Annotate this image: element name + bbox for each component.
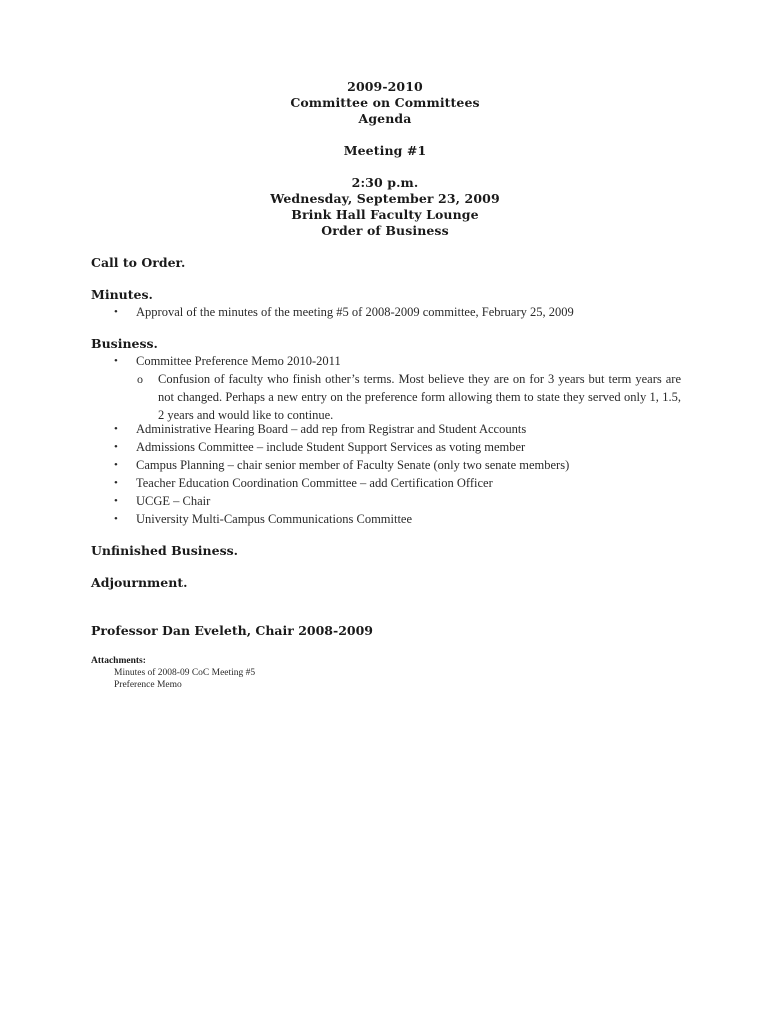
meeting-number-block (0, 143, 770, 159)
meeting-date: Wednesday, September 23, 2009 (270, 191, 500, 206)
business-item-text: Teacher Education Coordination Committee – add Certification Officer (136, 476, 493, 490)
meeting-number: Meeting #1 (343, 143, 427, 158)
bullet-icon: • (114, 423, 118, 435)
call-to-order-heading: Call to Order. (91, 255, 186, 270)
order-of-business: Order of Business (321, 223, 449, 238)
bullet-icon: • (114, 306, 118, 318)
bullet-icon: • (114, 459, 118, 471)
meeting-time: 2:30 p.m. (351, 175, 419, 190)
minutes-item-text: Approval of the minutes of the meeting #5 of 2008-2009 committee, February 25, 2009 (136, 305, 574, 319)
committee-name: Committee on Committees (290, 95, 480, 110)
bullet-icon: • (114, 477, 118, 489)
document-type: Agenda (358, 111, 412, 126)
attachment-item: Minutes of 2008-09 CoC Meeting #5 (114, 668, 256, 678)
bullet-icon: • (114, 355, 118, 367)
circle-bullet-icon: o (137, 372, 143, 386)
attachment-item: Preference Memo (114, 680, 182, 690)
business-item-text: Committee Preference Memo 2010-2011 (136, 354, 341, 368)
agenda-title-block (0, 79, 770, 127)
business-item-text: UCGE – Chair (136, 494, 211, 508)
meeting-location: Brink Hall Faculty Lounge (291, 207, 479, 222)
unfinished-business-heading: Unfinished Business. (91, 543, 238, 558)
business-item-text: Campus Planning – chair senior member of Faculty Senate (only two senate members) (136, 458, 570, 472)
bullet-icon: • (114, 441, 118, 453)
business-item-text: Admissions Committee – include Student Support Services as voting member (136, 440, 526, 454)
sub-item-text: Confusion of faculty who finish other’s terms. Most believe they are on for 3 years but term years are not changed. Perhaps a new entry on the preference form allowing them to state they served only 1, 1.5, 2 years and would like to continue. (158, 372, 681, 422)
business-item-text: Administrative Hearing Board – add rep from Registrar and Student Accounts (136, 422, 527, 436)
business-item-text: University Multi-Campus Communications Committee (136, 512, 413, 526)
attachments-heading: Attachments: (91, 656, 146, 666)
adjournment-heading: Adjournment. (91, 575, 188, 590)
signature-line: Professor Dan Eveleth, Chair 2008-2009 (91, 623, 373, 638)
business-heading: Business. (91, 336, 158, 351)
bullet-icon: • (114, 513, 118, 525)
minutes-heading: Minutes. (91, 287, 153, 302)
bullet-icon: • (114, 495, 118, 507)
year-line: 2009-2010 (347, 79, 423, 94)
meeting-details-block (0, 175, 770, 239)
